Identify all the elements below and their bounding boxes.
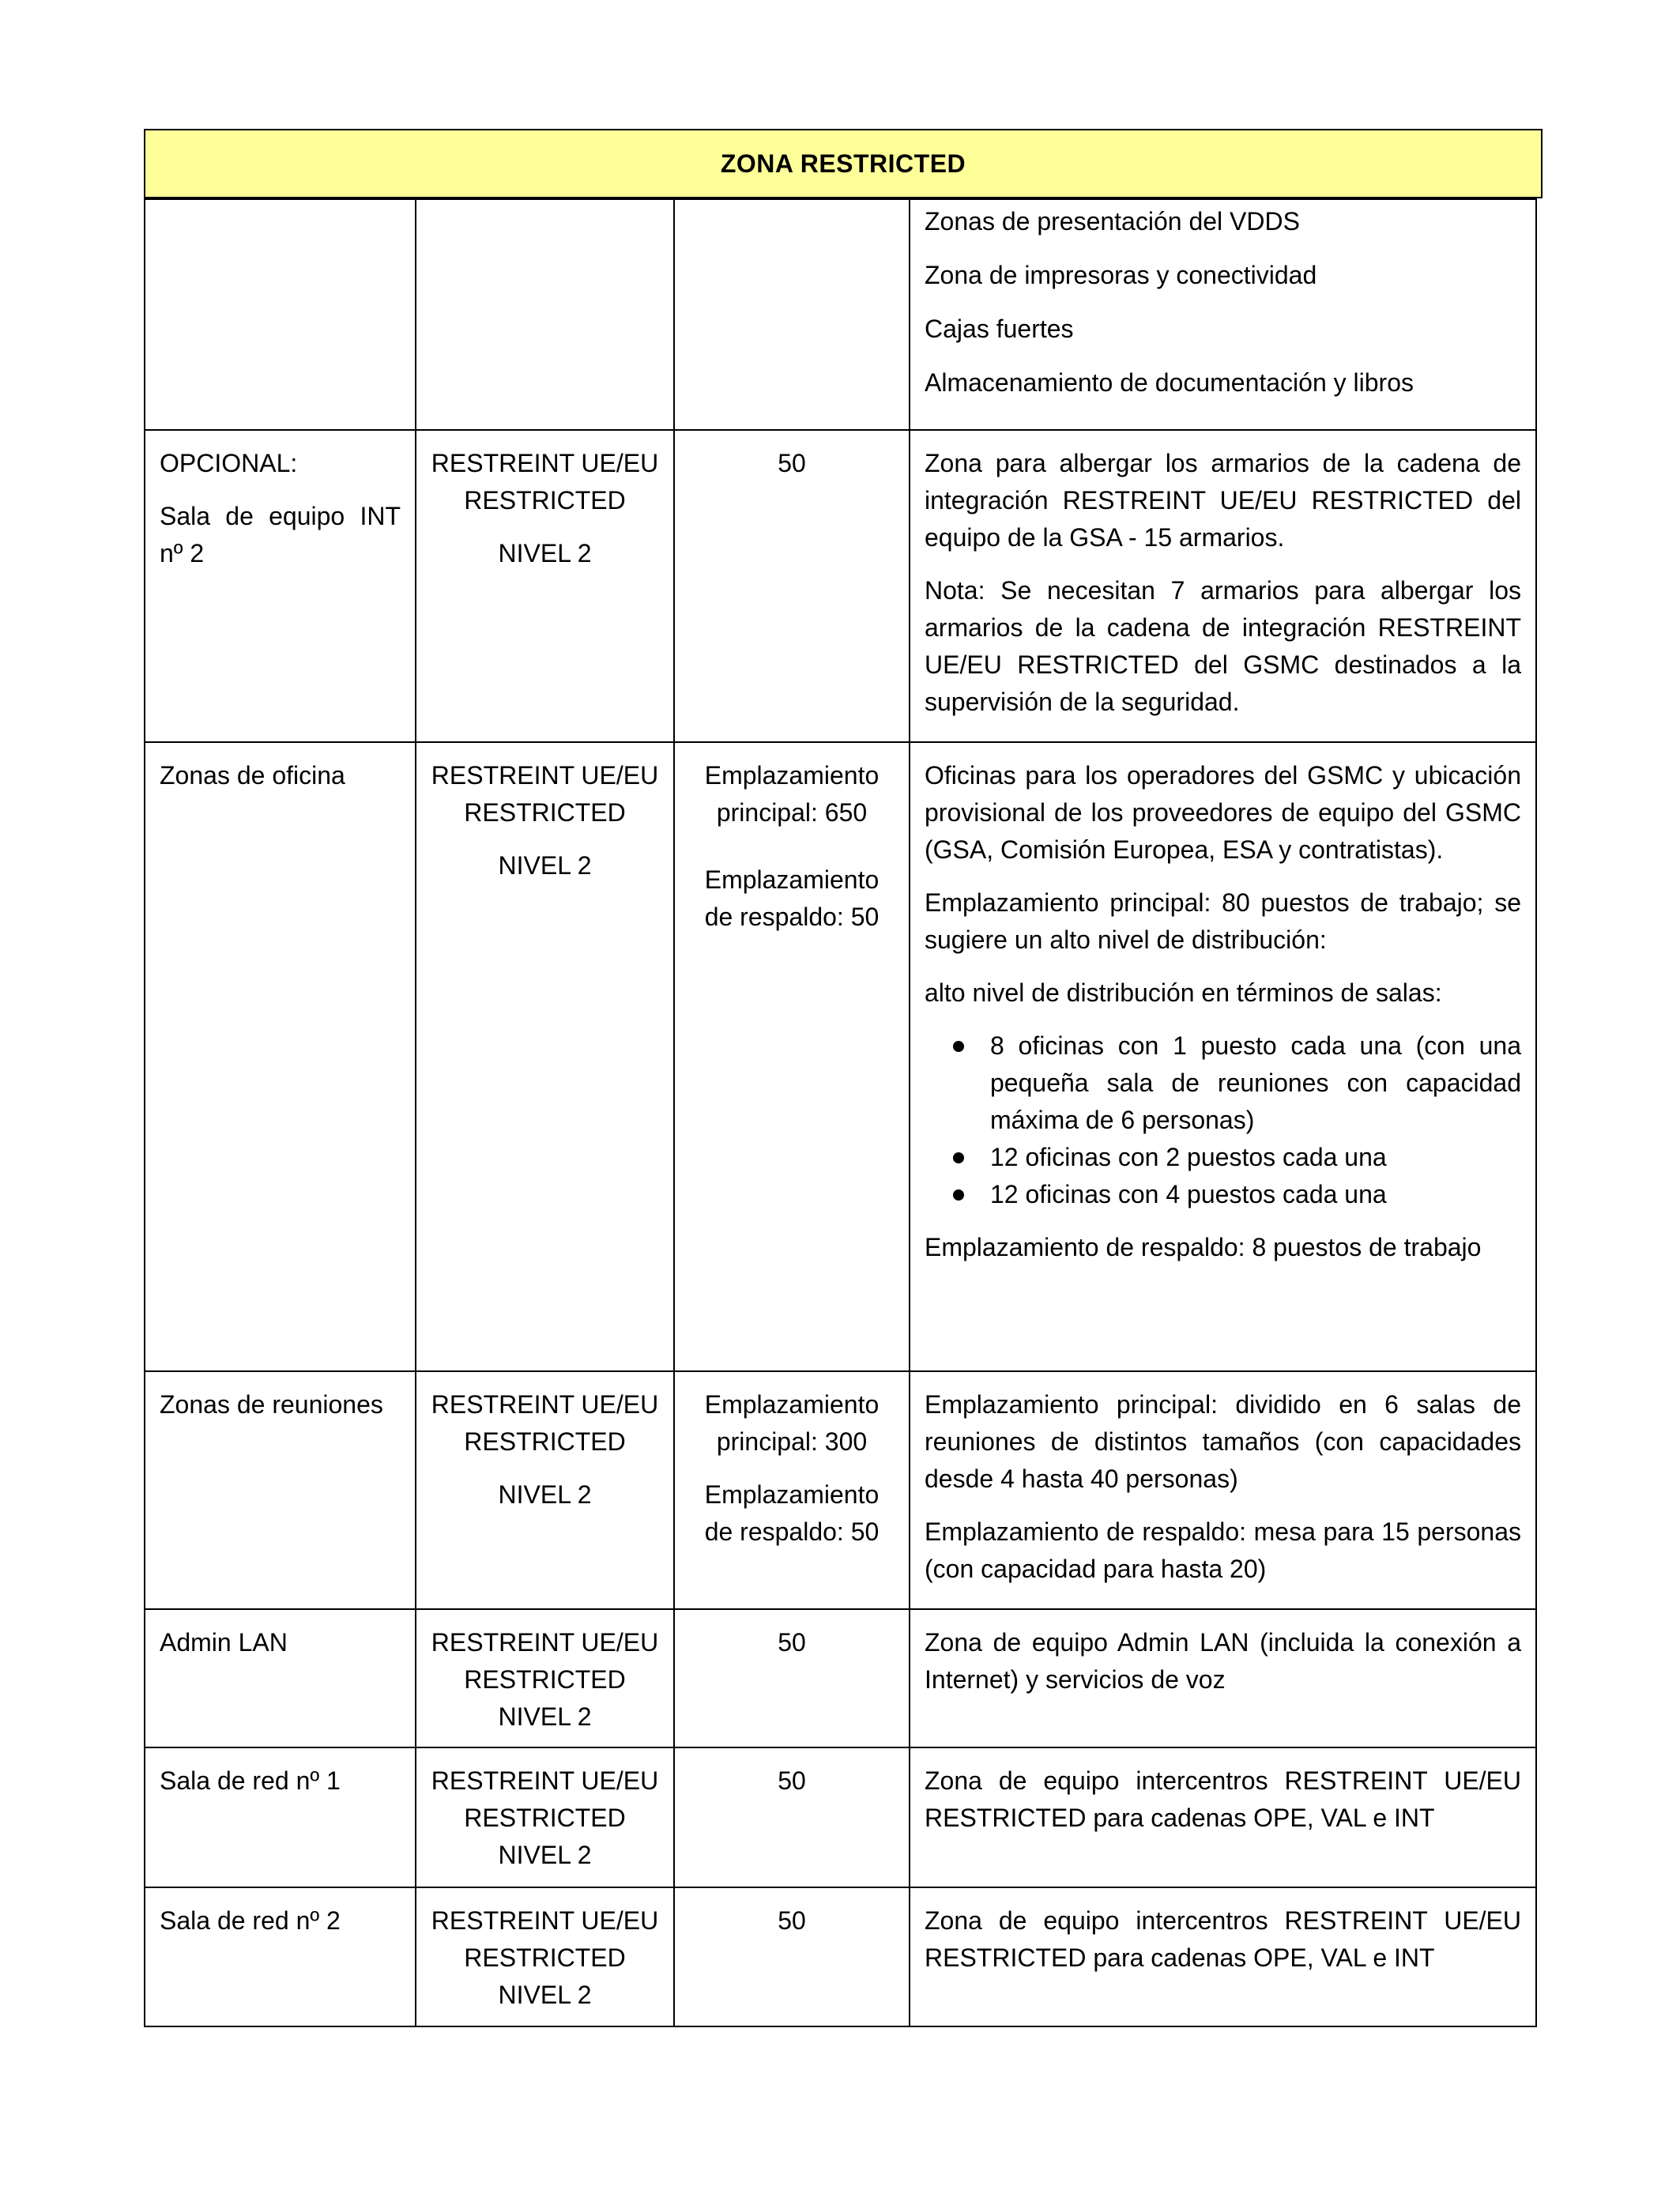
surface-cell [674, 1371, 910, 1609]
classification-level: NIVEL 2 [498, 1702, 592, 1731]
bullet-icon [953, 1041, 964, 1052]
list-item-text: 12 oficinas con 2 puestos cada una [990, 1143, 1387, 1171]
description-line: Cajas fuertes [925, 315, 1074, 343]
description-cell [910, 1609, 1536, 1747]
surface-cell [674, 1747, 910, 1887]
zone-cell [145, 199, 416, 430]
surface-value: 50 [778, 1628, 806, 1657]
surface-cell [674, 430, 910, 742]
zone-header-title: ZONA RESTRICTED [720, 149, 966, 178]
zone-cell [145, 1371, 416, 1609]
classification-cell [416, 1371, 674, 1609]
description-paragraph: Zona de equipo intercentros RESTREINT UE/EU RESTRICTED para cadenas OPE, VAL e INT [925, 1766, 1521, 1832]
description-paragraph: Zona de equipo intercentros RESTREINT UE/EU RESTRICTED para cadenas OPE, VAL e INT [925, 1906, 1521, 1972]
table-row [145, 199, 1536, 430]
zone-name: Admin LAN [160, 1628, 288, 1657]
classification-text: RESTREINT UE/EU RESTRICTED [431, 449, 659, 515]
zone-cell [145, 430, 416, 742]
zone-cell [145, 1887, 416, 2026]
classification-level: NIVEL 2 [498, 1841, 592, 1869]
classification-text: RESTREINT UE/EU RESTRICTED [431, 761, 659, 827]
table-row [145, 430, 1536, 742]
zone-name: Zonas de reuniones [160, 1390, 383, 1419]
classification-cell [416, 1747, 674, 1887]
classification-cell [416, 199, 674, 430]
zone-header [144, 129, 1543, 198]
description-cell [910, 199, 1536, 430]
description-cell [910, 1371, 1536, 1609]
bullet-icon [953, 1152, 964, 1163]
zone-cell [145, 1609, 416, 1747]
description-line: Zona de impresoras y conectividad [925, 261, 1317, 289]
classification-level: NIVEL 2 [498, 1981, 592, 2009]
classification-cell [416, 1609, 674, 1747]
classification-cell [416, 742, 674, 1371]
list-item-text: 12 oficinas con 4 puestos cada una [990, 1180, 1387, 1208]
surface-cell [674, 742, 910, 1371]
description-paragraph: Zona para albergar los armarios de la cadena de integración RESTREINT UE/EU RESTRICTED del equipo de la GSA - 15 armarios. [925, 449, 1521, 552]
surface-value: 50 [778, 449, 806, 477]
table-row [145, 1609, 1536, 1747]
zone-name: Sala de red nº 1 [160, 1766, 341, 1795]
classification-level: NIVEL 2 [498, 851, 592, 880]
description-cell [910, 1887, 1536, 2026]
classification-text: RESTREINT UE/EU RESTRICTED [431, 1390, 659, 1456]
zone-name: Sala de red nº 2 [160, 1906, 341, 1935]
zone-cell [145, 742, 416, 1371]
surface-value: Emplazamiento principal: 650 [704, 761, 880, 827]
surface-value: 50 [778, 1766, 806, 1795]
description-cell [910, 430, 1536, 742]
description-paragraph: Emplazamiento principal: dividido en 6 salas de reuniones de distintos tamaños (con capacidades desde 4 hasta 40 personas) [925, 1390, 1521, 1493]
classification-level: NIVEL 2 [498, 539, 592, 567]
bullet-icon [953, 1189, 964, 1201]
surface-cell [674, 1609, 910, 1747]
surface-value: 50 [778, 1906, 806, 1935]
description-paragraph: Emplazamiento de respaldo: 8 puestos de trabajo [925, 1233, 1482, 1261]
zone-name: Sala de equipo INT nº 2 [160, 502, 401, 567]
zone-name: Zonas de oficina [160, 761, 345, 790]
list-item [990, 1027, 1521, 1139]
bullet-list [925, 1027, 1521, 1213]
zone-table [144, 198, 1537, 2027]
description-paragraph: alto nivel de distribución en términos de salas: [925, 978, 1442, 1007]
classification-cell [416, 1887, 674, 2026]
classification-level: NIVEL 2 [498, 1480, 592, 1509]
classification-text: RESTREINT UE/EU RESTRICTED [431, 1628, 659, 1694]
table-row [145, 742, 1536, 1371]
description-cell [910, 1747, 1536, 1887]
surface-value: Emplazamiento de respaldo: 50 [704, 865, 880, 931]
surface-value: Emplazamiento de respaldo: 50 [704, 1480, 880, 1546]
list-item [990, 1176, 1521, 1213]
surface-cell [674, 1887, 910, 2026]
classification-cell [416, 430, 674, 742]
description-line: Zonas de presentación del VDDS [925, 207, 1300, 236]
list-item-text: 8 oficinas con 1 puesto cada una (con una pequeña sala de reuniones con capacidad máxima de 6 personas) [990, 1031, 1521, 1134]
description-line: Almacenamiento de documentación y libros [925, 368, 1414, 397]
description-note: Nota: Se necesitan 7 armarios para albergar los armarios de la cadena de integración RESTREINT UE/EU RESTRICTED del GSMC destinados a la supervisión de la seguridad. [925, 576, 1521, 716]
surface-value: Emplazamiento principal: 300 [704, 1390, 880, 1456]
description-paragraph: Emplazamiento principal: 80 puestos de trabajo; se sugiere un alto nivel de distribución: [925, 888, 1521, 954]
table-row [145, 1887, 1536, 2026]
list-item [990, 1139, 1521, 1176]
description-cell [910, 742, 1536, 1371]
description-paragraph: Emplazamiento de respaldo: mesa para 15 personas (con capacidad para hasta 20) [925, 1517, 1521, 1583]
table-row [145, 1747, 1536, 1887]
classification-text: RESTREINT UE/EU RESTRICTED [431, 1906, 659, 1972]
classification-text: RESTREINT UE/EU RESTRICTED [431, 1766, 659, 1832]
zone-cell [145, 1747, 416, 1887]
table-row [145, 1371, 1536, 1609]
surface-cell [674, 199, 910, 430]
zone-label: OPCIONAL: [160, 449, 298, 477]
description-paragraph: Oficinas para los operadores del GSMC y ubicación provisional de los proveedores de equipo del GSMC (GSA, Comisión Europea, ESA y contratistas). [925, 761, 1521, 864]
description-paragraph: Zona de equipo Admin LAN (incluida la conexión a Internet) y servicios de voz [925, 1628, 1521, 1694]
